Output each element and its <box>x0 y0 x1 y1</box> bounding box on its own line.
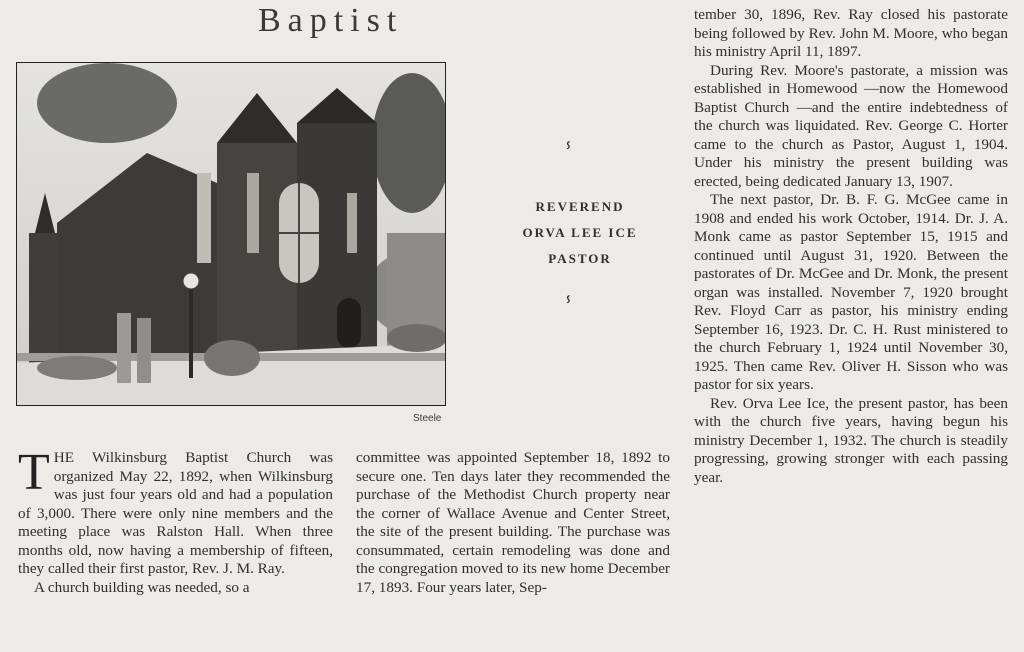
article-column-3 <box>694 6 1008 487</box>
drop-cap: T <box>18 444 50 501</box>
article-column-2 <box>356 449 670 597</box>
article-column-1 <box>18 444 333 597</box>
paragraph <box>18 444 333 579</box>
pastor-line-2: ORVA LEE ICE <box>522 225 638 240</box>
paragraph: Rev. Orva Lee Ice, the present pastor, has been with the church five years, having begun his ministry December 1, 1932. The church is steadily progressing, growing stronger with each passing year. <box>694 394 1008 486</box>
ornament-top: ⸯ <box>562 143 575 168</box>
pastor-line-3: PASTOR <box>548 251 612 266</box>
paragraph: tember 30, 1896, Rev. Ray closed his pastorate being followed by Rev. John M. Moore, who began his ministry April 11, 1897. <box>694 6 1008 60</box>
church-photo <box>16 62 446 406</box>
page-title: Baptist <box>258 2 404 39</box>
paragraph: A church building was needed, so a <box>34 578 250 596</box>
paragraph: The next pastor, Dr. B. F. G. McGee came in 1908 and ended his work October, 1914. Dr. J. A. Monk came as pastor September 15, 1915 and continued until August 31, 1920. Between the pastorates of Dr. McGee and Dr. Monk, the present organ was installed. November 7, 1920 brought Rev. Floyd Carr as pastor, his ministry ending September 16, 1923. Dr. C. H. Rust ministered to the church February 1, 1924 until November 30, 1925. Then came Rev. Oliver H. Sisson who was pastor for six years. <box>694 191 1008 393</box>
pastor-line-1: REVEREND <box>535 199 625 214</box>
paragraph: committee was appointed September 18, 1892 to secure one. Ten days later they recommended the purchase of the Methodist Church property near the corner of Wallace Avenue and Center Street, the site of the present building. The purchase was consummated, certain remodeling was done and the congregation moved to its new home December 17, 1893. Four years later, Sep- <box>356 449 670 596</box>
paragraph: During Rev. Moore's pastorate, a mission was established in Homewood —now the Homewood Baptist Church —and the entire indebtedness of the church was liquidated. Rev. George C. Horter came to the church as Pastor, August 1, 1904. Under his ministry the present building was erected, being dedicated January 13, 1907. <box>694 61 1008 190</box>
ornament-bottom: ⸯ <box>562 297 575 322</box>
photo-credit: Steele <box>413 413 442 424</box>
paragraph-text: HE Wilkinsburg Baptist Church was organized May 22, 1892, when Wilkinsburg was just four years old and had a population of 3,000. There were only nine members and the meeting place was Ralston Hall. When three months old, now having a membership of fifteen, they called their first pastor, Rev. J. M. Ray. <box>18 449 333 577</box>
